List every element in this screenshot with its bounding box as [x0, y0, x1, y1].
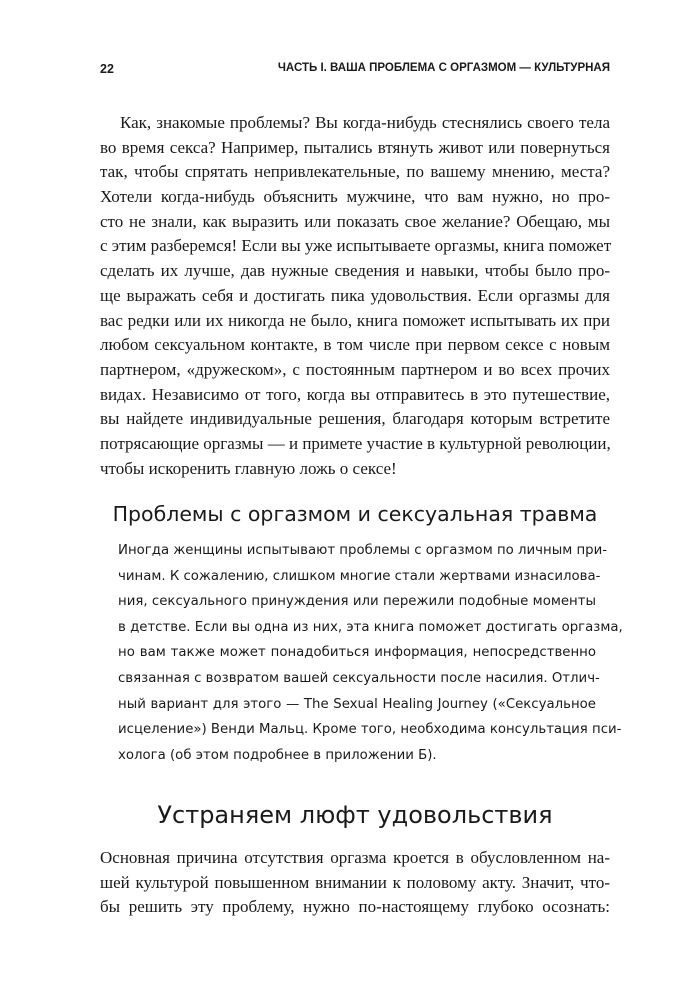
- text-line: но вам также может понадобиться информация, непосредственно: [118, 645, 596, 661]
- text-line: ный вариант для этого — The Sexual Healing Journey («Сексуальное: [118, 696, 596, 712]
- chapter-title: ЧАСТЬ I. ВАША ПРОБЛЕМА С ОРГАЗМОМ — КУЛЬТУРНАЯ: [277, 62, 610, 74]
- text-line: ния, сексуального принуждения или пережили подобные моменты: [118, 594, 596, 610]
- text-line: Основная причина отсутствия оргазма кроется в обусловленном на-: [100, 848, 610, 867]
- text-line: вас редки или их никогда не было, книга поможет испытывать их при: [100, 310, 610, 330]
- text-line: вы найдете индивидуальные решения, благодаря которым встретите: [100, 409, 610, 429]
- text-line: Как, знакомые проблемы? Вы когда-нибудь стеснялись своего тела: [120, 113, 610, 132]
- text-line: сделать их лучше, дав нужные сведения и навыки, чтобы было про-: [100, 261, 610, 281]
- text-line: шей культурой повышенном внимании к половому акту. Значит, что-: [100, 872, 610, 892]
- running-head: [100, 62, 610, 78]
- text-line: холога (об этом подробнее в приложении Б).: [118, 747, 437, 763]
- text-line: во время секса? Например, пытались втянуть живот или повернуться: [100, 137, 610, 157]
- section-heading-trauma: Проблемы с оргазмом и сексуальная травма: [112, 502, 598, 526]
- text-line: Иногда женщины испытывают проблемы с оргазмом по личным при-: [118, 543, 608, 558]
- text-line: потрясающие оргазмы — и примете участие в культурной революции,: [100, 433, 611, 453]
- text-line: с этим разберемся! Если вы уже испытываете оргазмы, книга поможет: [100, 236, 612, 256]
- trauma-paragraph: [118, 538, 623, 768]
- text-line: чтобы искоренить главную ложь о сексе!: [100, 458, 397, 478]
- pleasure-gap-paragraph: [100, 846, 610, 920]
- page-number: 22: [100, 62, 114, 76]
- text-line: сто не знали, как выразить или показать свое желание? Обещаю, мы: [100, 211, 610, 231]
- text-line: любом сексуальном контакте, в том числе при первом сексе с новым: [100, 335, 610, 355]
- text-line: так, чтобы спрятать непривлекательные, по вашему мнению, места?: [100, 162, 610, 182]
- text-line: Хотели когда-нибудь объяснить мужчине, что вам нужно, но про-: [100, 187, 610, 207]
- text-line: чинам. К сожалению, слишком многие стали жертвами изнасилова-: [118, 568, 601, 584]
- text-line: бы решить эту проблему, нужно по-настоящему глубоко осознать:: [100, 897, 610, 917]
- intro-paragraph: [100, 111, 610, 481]
- text-line: видах. Независимо от того, когда вы отправитесь в это путешествие,: [100, 384, 610, 404]
- text-line: связанная с возвратом вашей сексуальности после насилия. Отлич-: [118, 670, 600, 686]
- text-line: ще выражать себя и достигать пика удовольствия. Если оргазмы для: [100, 285, 610, 305]
- text-line: исцеление») Венди Мальц. Кроме того, необходима консультация пси-: [118, 722, 622, 738]
- section-heading-pleasure-gap: Устраняем люфт удовольствия: [157, 801, 553, 829]
- text-line: в детстве. Если вы одна из них, эта книга поможет достигать оргазма,: [118, 619, 623, 635]
- text-line: партнером, «дружеском», с постоянным партнером и во всех прочих: [100, 359, 610, 379]
